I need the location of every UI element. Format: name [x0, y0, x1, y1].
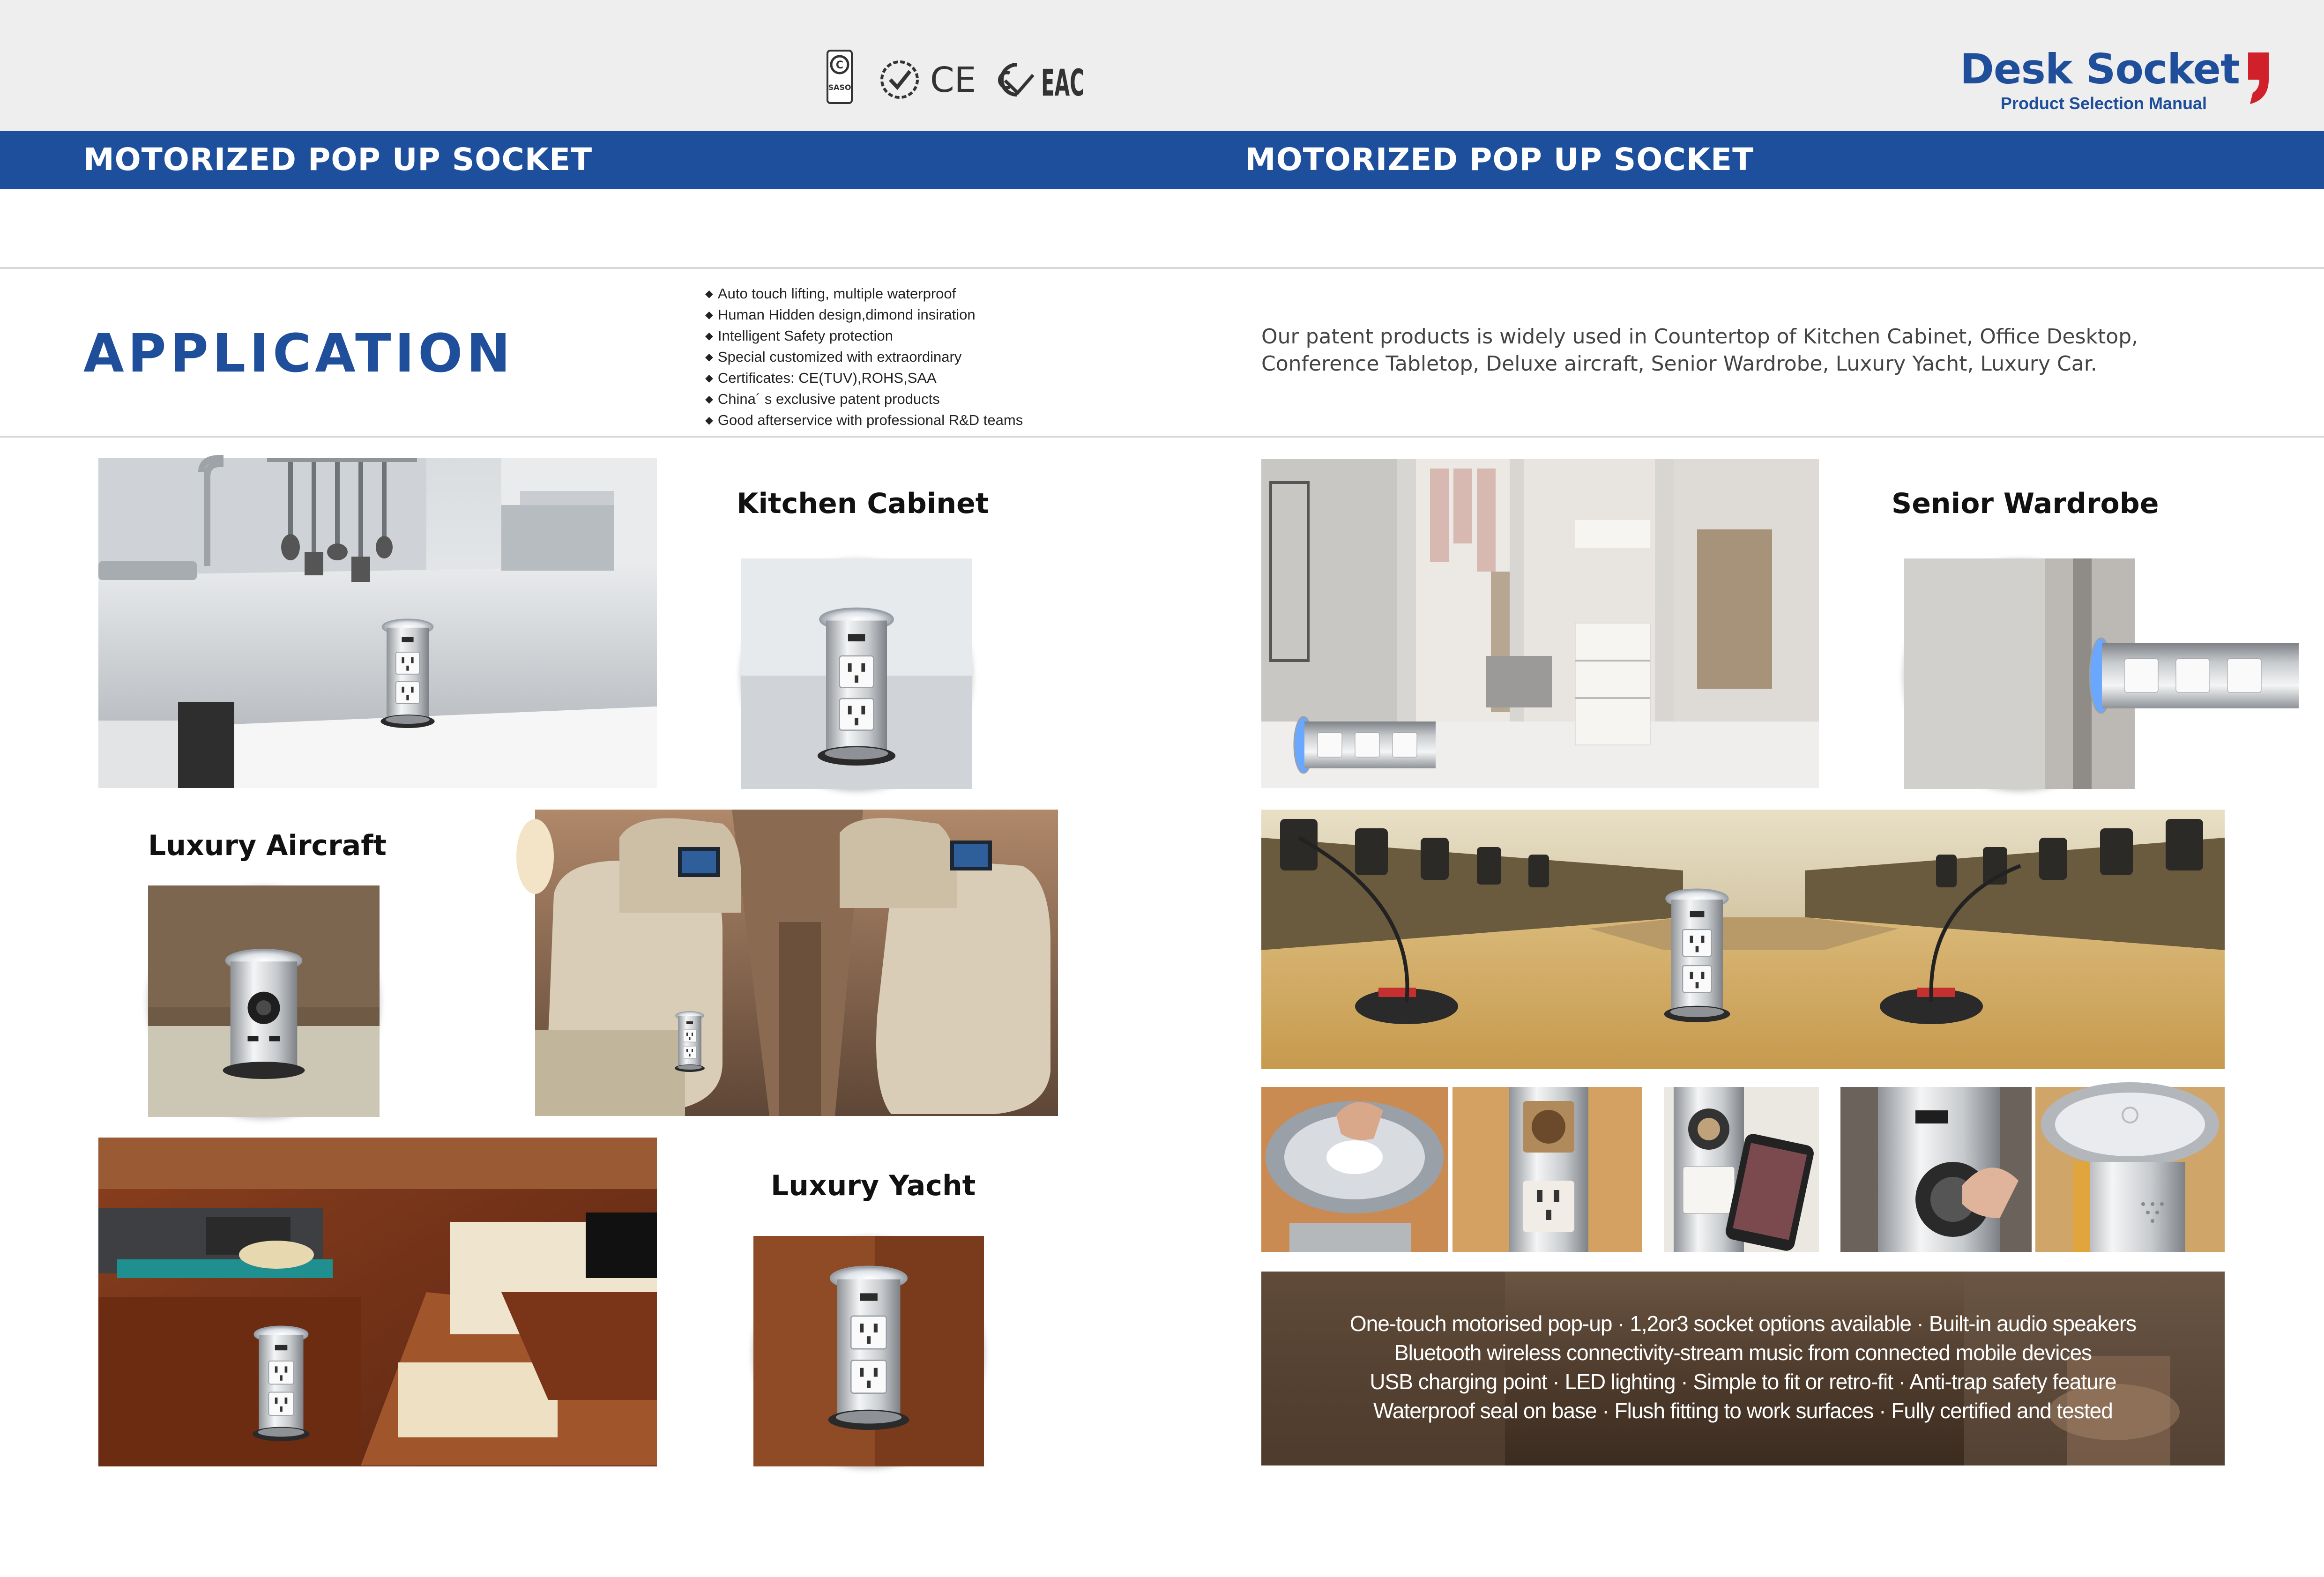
feature-line: Bluetooth wireless connectivity-stream music from connected mobile devices — [1394, 1340, 2092, 1365]
svg-text:CE: CE — [930, 60, 976, 100]
kitchen-photo — [98, 458, 657, 788]
approval-icon — [882, 62, 917, 97]
yacht-interior-photo — [98, 1138, 657, 1466]
kitchen-socket-closeup — [741, 558, 972, 789]
detail-socket-photo — [1452, 1087, 1642, 1252]
certification-marks — [825, 47, 1087, 108]
conference-table-photo — [1261, 810, 2225, 1069]
svg-text:SASO: SASO — [828, 83, 851, 92]
wardrobe-socket-closeup — [1904, 558, 2135, 789]
feature-item: ◆ Certificates: CE(TUV),ROHS,SAA — [705, 368, 1023, 389]
luxury-aircraft-label: Luxury Aircraft — [148, 829, 387, 862]
intro-line: Our patent products is widely used in Countertop of Kitchen Cabinet, Office Desktop, — [1261, 325, 2138, 349]
left-page-title: MOTORIZED POP UP SOCKET — [83, 141, 593, 178]
feature-line: One-touch motorised pop-up · 1,2or3 socket options available · Built-in audio speakers — [1349, 1311, 2137, 1336]
brand-name: Desk Socket — [1959, 45, 2240, 93]
kitchen-cabinet-label: Kitchen Cabinet — [737, 487, 989, 520]
feature-item: ◆ China´ s exclusive patent products — [705, 389, 1023, 410]
brand-mark-icon — [2246, 52, 2269, 104]
right-page-title: MOTORIZED POP UP SOCKET — [1245, 141, 1754, 178]
feature-list — [705, 284, 1023, 431]
banner-background — [1261, 1272, 2225, 1465]
brand-subtitle: Product Selection Manual — [2000, 94, 2207, 113]
features-banner — [1261, 1272, 2225, 1465]
feature-item: ◆ Auto touch lifting, multiple waterproof — [705, 284, 1023, 305]
luxury-yacht-label: Luxury Yacht — [771, 1169, 976, 1202]
detail-usb-photo — [1840, 1087, 2032, 1252]
feature-item: ◆ Good afterservice with professional R&D teams — [705, 410, 1023, 431]
detail-bluetooth-phone-photo — [1664, 1087, 1819, 1252]
feature-line: USB charging point · LED lighting · Simple to fit or retro-fit · Anti-trap safety feature — [1370, 1369, 2116, 1394]
svg-text:C: C — [835, 60, 844, 71]
rcm-icon — [999, 65, 1033, 95]
detail-touch-button-photo — [1261, 1087, 1448, 1252]
svg-text:EAC: EAC — [1041, 62, 1084, 104]
feature-item: ◆ Intelligent Safety protection — [705, 326, 1023, 347]
intro-paragraph — [1261, 323, 2152, 378]
eac-icon — [1041, 62, 1084, 104]
application-heading: APPLICATION — [83, 323, 514, 384]
divider-bottom — [0, 436, 2324, 438]
ce-icon — [930, 60, 976, 100]
detail-speaker-photo — [2035, 1087, 2225, 1252]
feature-line: Waterproof seal on base · Flush fitting to work surfaces · Fully certified and tested — [1373, 1398, 2113, 1423]
feature-item: ◆ Human Hidden design,dimond insiration — [705, 305, 1023, 326]
aircraft-cabin-photo — [535, 810, 1058, 1116]
certification-icons — [825, 47, 1087, 108]
feature-item: ◆ Special customized with extraordinary — [705, 347, 1023, 368]
intro-line: Conference Tabletop, Deluxe aircraft, Senior Wardrobe, Luxury Yacht, Luxury Car. — [1261, 352, 2097, 376]
brand-logo — [1959, 45, 2240, 113]
saso-icon — [827, 51, 852, 103]
yacht-socket-closeup — [753, 1236, 984, 1466]
wardrobe-photo — [1261, 459, 1819, 788]
senior-wardrobe-label: Senior Wardrobe — [1892, 487, 2159, 520]
divider-top — [0, 267, 2324, 269]
aircraft-socket-closeup — [148, 885, 380, 1117]
